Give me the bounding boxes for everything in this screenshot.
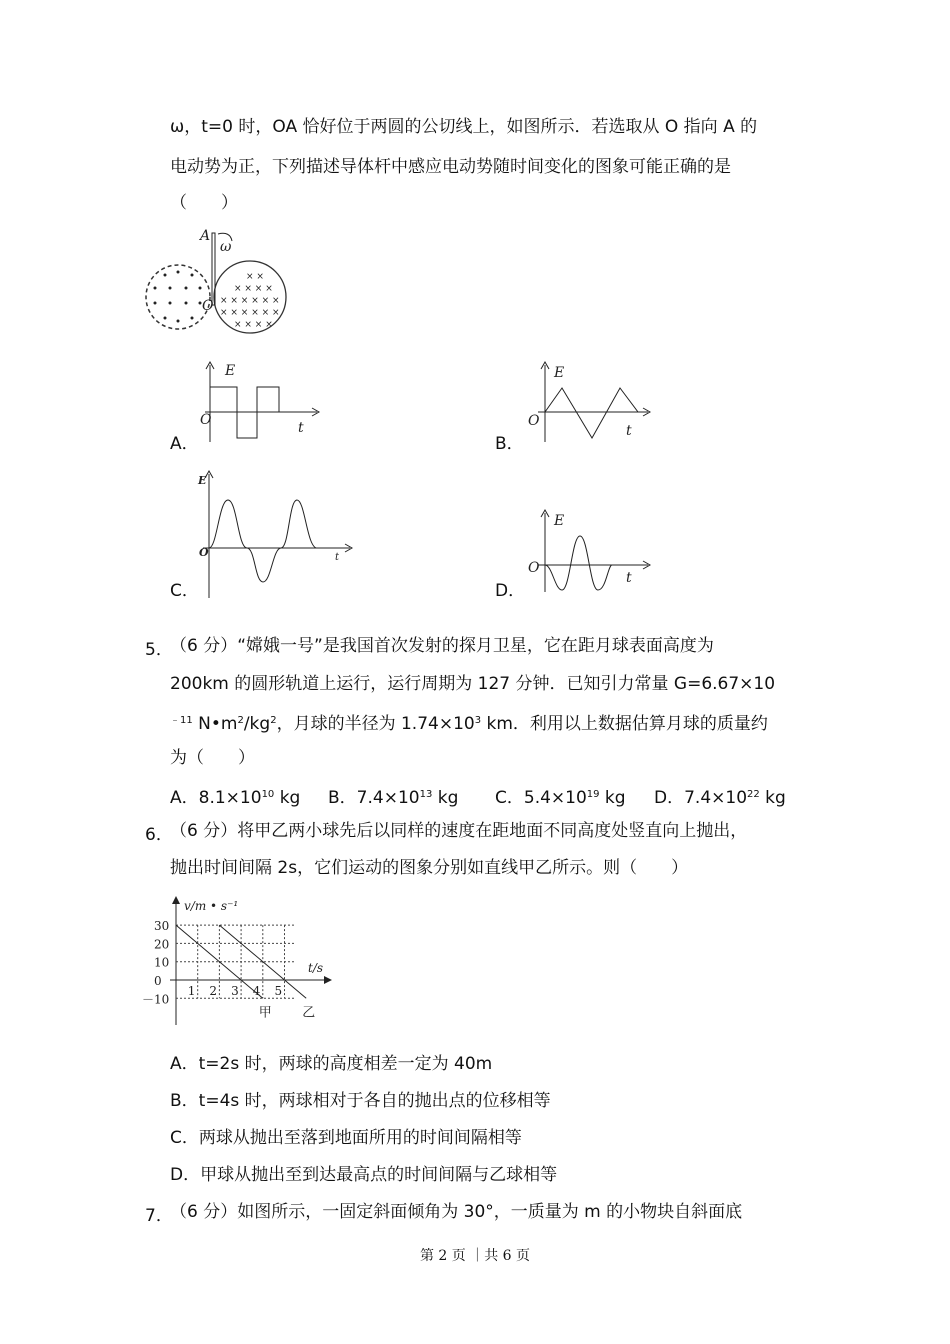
omega-label: ω	[220, 239, 232, 255]
text: /kg	[243, 714, 271, 734]
x-tick-label: 5	[274, 984, 283, 998]
y-tick-label: －10	[142, 992, 170, 1007]
q5-text-line: （6 分）“嫦娥一号”是我国首次发射的探月卫星，它在距月球表面高度为	[170, 636, 714, 656]
q4-text-line: ω，t=0 时，OA 恰好位于两圆的公切线上，如图所示．若选取从 O 指向 A 的	[170, 117, 758, 137]
text: N•m	[192, 714, 238, 734]
q5-answer-blank: 为（ ）	[170, 748, 255, 768]
series-label: 乙	[302, 1005, 316, 1021]
exponent: 2	[237, 715, 244, 726]
exponent: 19	[586, 789, 600, 800]
point-a-label: A	[200, 228, 211, 244]
q6-text-line: （6 分）将甲乙两小球先后以同样的速度在距地面不同高度处竖直向上抛出，	[170, 821, 748, 841]
series-label: 甲	[258, 1005, 272, 1021]
label: B．	[328, 788, 357, 808]
x-tick-label: 3	[231, 984, 239, 998]
q5-option-c	[495, 784, 626, 809]
unit: kg	[274, 788, 301, 808]
exponent: ﹣11	[170, 715, 193, 726]
label: D．	[654, 788, 685, 808]
exponent: 2	[270, 715, 277, 726]
x-axis-label: t/s	[308, 961, 324, 975]
value: 7.4×10	[684, 788, 748, 808]
e-axis-label: E	[554, 513, 565, 529]
graph-c	[195, 470, 360, 600]
graph-a	[195, 360, 325, 445]
e-axis-label: E	[225, 363, 236, 379]
exponent: 10	[261, 789, 275, 800]
label: A．	[170, 788, 199, 808]
e-axis-label: E	[554, 365, 565, 381]
x-tick-label: 2	[209, 984, 218, 998]
exponent: 22	[747, 789, 760, 800]
origin-label: O	[528, 560, 540, 576]
q5-number: 5．	[145, 640, 173, 660]
q4-text-line: 电动势为正，下列描述导体杆中感应电动势随时间变化的图象可能正确的是	[170, 157, 731, 177]
value: 5.4×10	[523, 788, 587, 808]
exponent: 13	[419, 789, 433, 800]
q6-number: 6．	[145, 825, 173, 845]
q6-option-b: B．t=4s 时，两球相对于各自的抛出点的位移相等	[170, 1091, 551, 1111]
q6-option-c: C．两球从抛出至落到地面所用的时间间隔相等	[170, 1128, 522, 1148]
unit: kg	[432, 788, 459, 808]
q6-option-d: D．甲球从抛出至到达最高点的时间间隔与乙球相等	[170, 1165, 558, 1185]
y-axis-label: v/m • s⁻¹	[184, 899, 239, 913]
q5-text-line: 200km 的圆形轨道上运行，运行周期为 127 分钟．已知引力常量 G=6.67×10	[170, 674, 776, 694]
origin-label: O	[200, 412, 212, 428]
graph-d	[520, 508, 650, 593]
y-tick-label: 20	[154, 937, 170, 952]
t-axis-label: t	[626, 570, 632, 586]
page-footer: 第 2 页 ｜共 6 页	[419, 1248, 531, 1264]
q5-option-a	[170, 784, 300, 809]
t-axis-label: t	[626, 423, 632, 439]
t-axis-label: t	[298, 420, 304, 436]
origin-label: O	[199, 546, 209, 559]
text: km．利用以上数据估算月球的质量约	[481, 714, 768, 734]
q4-answer-blank: （ ）	[170, 193, 238, 213]
q6-option-a: A．t=2s 时，两球的高度相差一定为 40m	[170, 1054, 493, 1074]
q7-number: 7．	[145, 1206, 173, 1226]
text: ，月球的半径为 1.74×10	[276, 714, 475, 734]
q4-option-c: C．	[170, 581, 199, 601]
y-tick-label: 30	[154, 919, 170, 934]
q4-option-d: D．	[495, 581, 526, 601]
graph-b	[520, 360, 650, 445]
x-tick-label: 1	[187, 984, 196, 998]
x-tick-label: 4	[252, 984, 261, 998]
q5-text-line	[170, 710, 768, 735]
value: 7.4×10	[356, 788, 420, 808]
velocity-time-graph	[140, 890, 340, 1030]
q5-option-d	[654, 784, 786, 809]
exponent: 3	[474, 715, 482, 726]
svg-text:× × × ×: × × × ×	[234, 284, 273, 294]
q4-option-a: A．	[170, 434, 199, 454]
svg-text:× ×: × ×	[246, 272, 264, 282]
q7-text-line: （6 分）如图所示，一固定斜面倾角为 30°，一质量为 m 的小物块自斜面底	[170, 1202, 743, 1222]
q6-text-line: 抛出时间间隔 2s，它们运动的图象分别如直线甲乙所示。则（ ）	[170, 858, 689, 878]
y-tick-label: 10	[154, 955, 170, 970]
value: 8.1×10	[198, 788, 262, 808]
point-o-label: O	[202, 298, 214, 314]
q4-option-b: B．	[495, 434, 524, 454]
label: C．	[495, 788, 524, 808]
q4-rod-circles-figure	[140, 225, 300, 340]
e-axis-label: E	[198, 474, 207, 487]
origin-label: O	[528, 413, 540, 429]
unit: kg	[599, 788, 626, 808]
t-axis-label: t	[335, 552, 340, 563]
svg-text:× × × × × ×: × × × × × ×	[220, 308, 280, 318]
unit: kg	[759, 788, 786, 808]
y-tick-label: 0	[154, 974, 162, 988]
svg-text:× × × × × ×: × × × × × ×	[220, 296, 280, 306]
q5-option-b	[328, 784, 458, 809]
svg-text:× × × ×: × × × ×	[234, 320, 273, 330]
